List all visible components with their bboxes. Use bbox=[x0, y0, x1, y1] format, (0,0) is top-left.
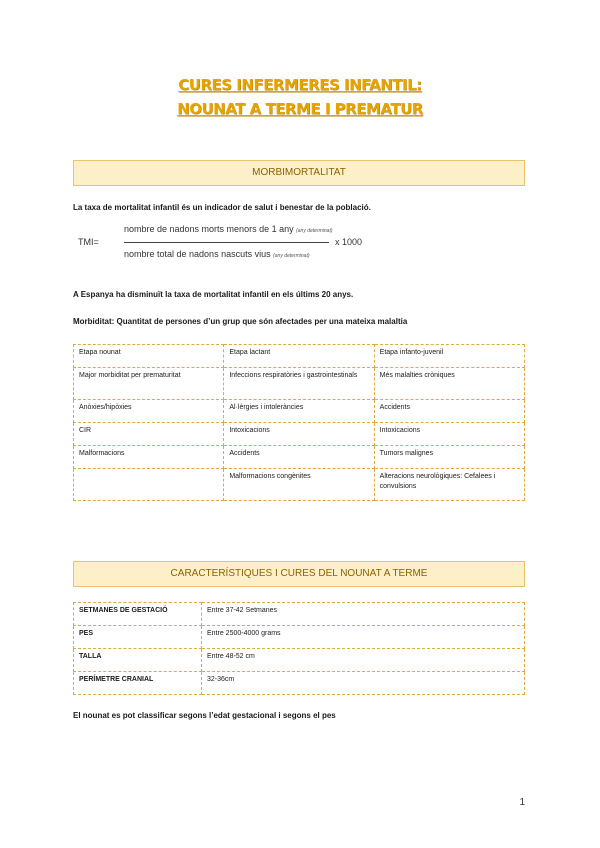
table-row bbox=[74, 423, 525, 446]
table-row bbox=[74, 400, 525, 423]
characteristic-key: TALLA bbox=[74, 649, 202, 672]
document-title-line-2: NOUNAT A TERME I PREMATUR bbox=[177, 100, 423, 118]
table-header-cell: Etapa infanto-juvenil bbox=[374, 345, 524, 368]
table-cell: Malformacions bbox=[74, 446, 224, 469]
intro-paragraph: La taxa de mortalitat infantil és un indicador de salut i benestar de la població. bbox=[73, 203, 371, 212]
table-cell: Accidents bbox=[224, 446, 374, 469]
formula-denominator-note: (any determinat) bbox=[273, 253, 310, 259]
section-heading-morbimortalitat: MORBIMORTALITAT bbox=[73, 160, 525, 186]
document-title-line-1: CURES INFERMERES INFANTIL: bbox=[178, 76, 422, 94]
formula-numerator-text: nombre de nadons morts menors de 1 any bbox=[124, 224, 294, 234]
characteristic-value: Entre 48-52 cm bbox=[202, 649, 525, 672]
formula-fraction-line bbox=[124, 242, 329, 243]
table-cell: Alteracions neurològiques: Cefalees i convulsions bbox=[374, 469, 524, 501]
table-row bbox=[74, 469, 525, 501]
formula-numerator bbox=[124, 224, 333, 234]
table-cell bbox=[74, 469, 224, 501]
table-cell: Infeccions respiratòries i gastrointestinals bbox=[224, 368, 374, 400]
table-header-cell: Etapa nounat bbox=[74, 345, 224, 368]
table-row bbox=[74, 446, 525, 469]
table-cell: Major morbiditat per prematuritat bbox=[74, 368, 224, 400]
table-row bbox=[74, 649, 525, 672]
spain-paragraph: A Espanya ha disminuït la taxa de mortalitat infantil en els últims 20 anys. bbox=[73, 290, 354, 299]
morbidity-table bbox=[73, 344, 525, 501]
formula-denominator bbox=[124, 249, 310, 259]
classification-paragraph: El nounat es pot classificar segons l’edat gestacional i segons el pes bbox=[73, 711, 336, 720]
page-number: 1 bbox=[519, 797, 525, 808]
characteristic-key: SETMANES DE GESTACIÓ bbox=[74, 603, 202, 626]
table-cell: Més malalties cròniques bbox=[374, 368, 524, 400]
table-row bbox=[74, 626, 525, 649]
table-cell: Al·lèrgies i intoleràncies bbox=[224, 400, 374, 423]
table-row bbox=[74, 345, 525, 368]
characteristic-key: PES bbox=[74, 626, 202, 649]
characteristics-table bbox=[73, 602, 525, 695]
table-cell: Malformacions congènites bbox=[224, 469, 374, 501]
morbidity-definition: Morbiditat: Quantitat de persones d’un grup que són afectades per una mateixa malaltia bbox=[73, 317, 408, 326]
table-cell: Intoxicacions bbox=[224, 423, 374, 446]
characteristic-value: 32-36cm bbox=[202, 672, 525, 695]
table-row bbox=[74, 603, 525, 626]
table-cell: Intoxicacions bbox=[374, 423, 524, 446]
table-cell: CIR bbox=[74, 423, 224, 446]
formula-denominator-text: nombre total de nadons nascuts vius bbox=[124, 249, 271, 259]
formula-numerator-note: (any determinat) bbox=[296, 228, 333, 234]
table-header-cell: Etapa lactant bbox=[224, 345, 374, 368]
formula-multiplier: x 1000 bbox=[335, 237, 363, 247]
table-cell: Accidents bbox=[374, 400, 524, 423]
table-row bbox=[74, 368, 525, 400]
table-cell: Tumors malignes bbox=[374, 446, 524, 469]
formula-lhs: TMI= bbox=[78, 237, 99, 247]
characteristic-key: PERÍMETRE CRANIAL bbox=[74, 672, 202, 695]
section-heading-characteristics: CARACTERÍSTIQUES I CURES DEL NOUNAT A TERME bbox=[73, 561, 525, 587]
characteristic-value: Entre 2500-4000 grams bbox=[202, 626, 525, 649]
characteristic-value: Entre 37-42 Setmanes bbox=[202, 603, 525, 626]
table-row bbox=[74, 672, 525, 695]
table-cell: Anòxies/hipòxies bbox=[74, 400, 224, 423]
